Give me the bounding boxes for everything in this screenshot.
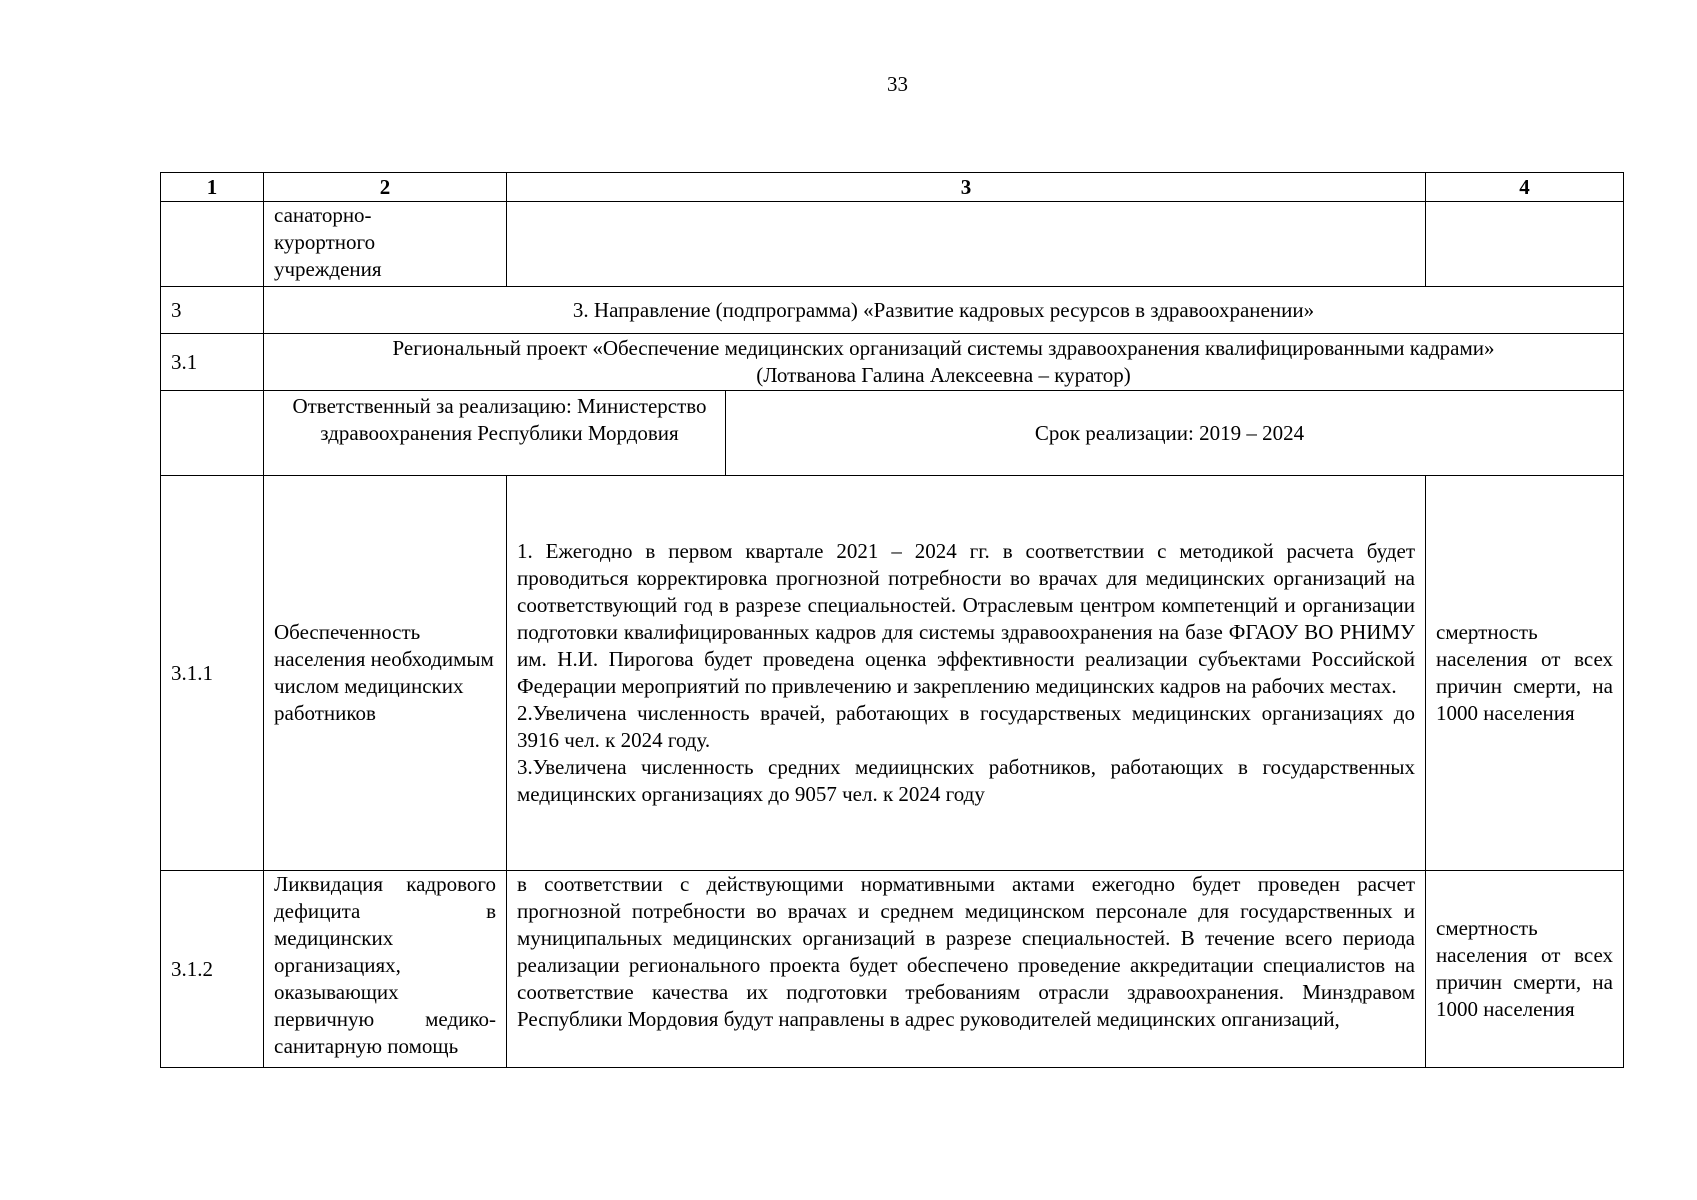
responsible-cell [264, 391, 1624, 476]
result-item-2: 2.Увеличена численность врачей, работающих в государственых медицинских организациях до 3916 чел. к 2024 году. [517, 701, 1415, 752]
section-number: 3 [161, 287, 264, 334]
task-result-3-1-2: в соответствии с действующими нормативными актами ежегодно будет проведен расчет прогнозной потребности во врачах и среднем медицинском персонале для государственных и муниципальных медицинских организаций в разрезе специальностей. В течение всего периода реализации регионального проекта будет обеспечено проведение аккредитации специалистов на соответствие качества их подготовки требованиям отрасли здравоохранения. Минздравом Республики Мордовия будут направлены в адрес руководителей медицинских опганизаций, [507, 871, 1426, 1068]
continuation-task-cell [264, 202, 507, 287]
task-name-3-1-1: Обеспеченность населения необходимым числом медицинских работников [264, 476, 507, 871]
section-row [161, 287, 1624, 334]
project-title-cell [264, 334, 1624, 391]
column-number-row [161, 173, 1624, 202]
responsible-number-cell [161, 391, 264, 476]
task-name-3-1-2: Ликвидация кадрового дефицита в медицинских организациях, оказывающих первичную медико-санитарную помощь [264, 871, 507, 1068]
column-number-2: 2 [264, 173, 507, 202]
responsible-executor: Ответственный за реализацию: Министерство здравоохранения Республики Мордовия [274, 391, 726, 475]
task-number-3-1-2: 3.1.2 [161, 871, 264, 1068]
project-curator: (Лотванова Галина Алексеевна – куратор) [756, 363, 1131, 387]
continuation-number-cell [161, 202, 264, 287]
project-title: Региональный проект «Обеспечение медицинских организаций системы здравоохранения квалифицированными кадрами» [392, 336, 1495, 360]
task-row-3-1-1 [161, 476, 1624, 871]
project-row [161, 334, 1624, 391]
implementation-term: Срок реализации: 2019 – 2024 [1034, 420, 1305, 445]
task-row-3-1-2 [161, 871, 1624, 1068]
continuation-task-text: санаторно-курортного учреждения [274, 203, 382, 281]
task-results-3-1-1 [507, 476, 1426, 871]
column-number-1: 1 [161, 173, 264, 202]
responsible-row [161, 391, 1624, 476]
page-number: 33 [887, 72, 908, 96]
continuation-row [161, 202, 1624, 287]
result-item-3: 3.Увеличена численность средних медиицнских работников, работающих в государственных медицинских организациях до 9057 чел. к 2024 году [517, 755, 1415, 806]
task-indicator-3-1-2: смертность населения от всех причин смерти, на 1000 населения [1426, 871, 1624, 1068]
task-number-3-1-1: 3.1.1 [161, 476, 264, 871]
continuation-indicator-cell [1426, 202, 1624, 287]
continuation-result-cell [507, 202, 1426, 287]
program-table [160, 172, 1624, 1068]
project-number: 3.1 [161, 334, 264, 391]
task-indicator-3-1-1: смертность населения от всех причин смерти, на 1000 населения [1426, 476, 1624, 871]
result-item-1: 1. Ежегодно в первом квартале 2021 – 2024 гг. в соответствии с методикой расчета будет проводиться корректировка прогнозной потребности во врачах для медицинских организаций на соответствующий год в разрезе специальностей. Отраслевым центром компетенций и организации подготовки квалифицированных кадров для системы здравоохранения на базе ФГАОУ ВО РНИМУ им. Н.И. Пирогова будет проведена оценка эффективности реализации субъектами Российской Федерации мероприятий по привлечению и закреплению медицинских кадров на рабочих местах. [517, 539, 1415, 698]
section-title: 3. Направление (подпрограмма) «Развитие кадровых ресурсов в здравоохранении» [264, 287, 1624, 334]
column-number-3: 3 [507, 173, 1426, 202]
column-number-4: 4 [1426, 173, 1624, 202]
